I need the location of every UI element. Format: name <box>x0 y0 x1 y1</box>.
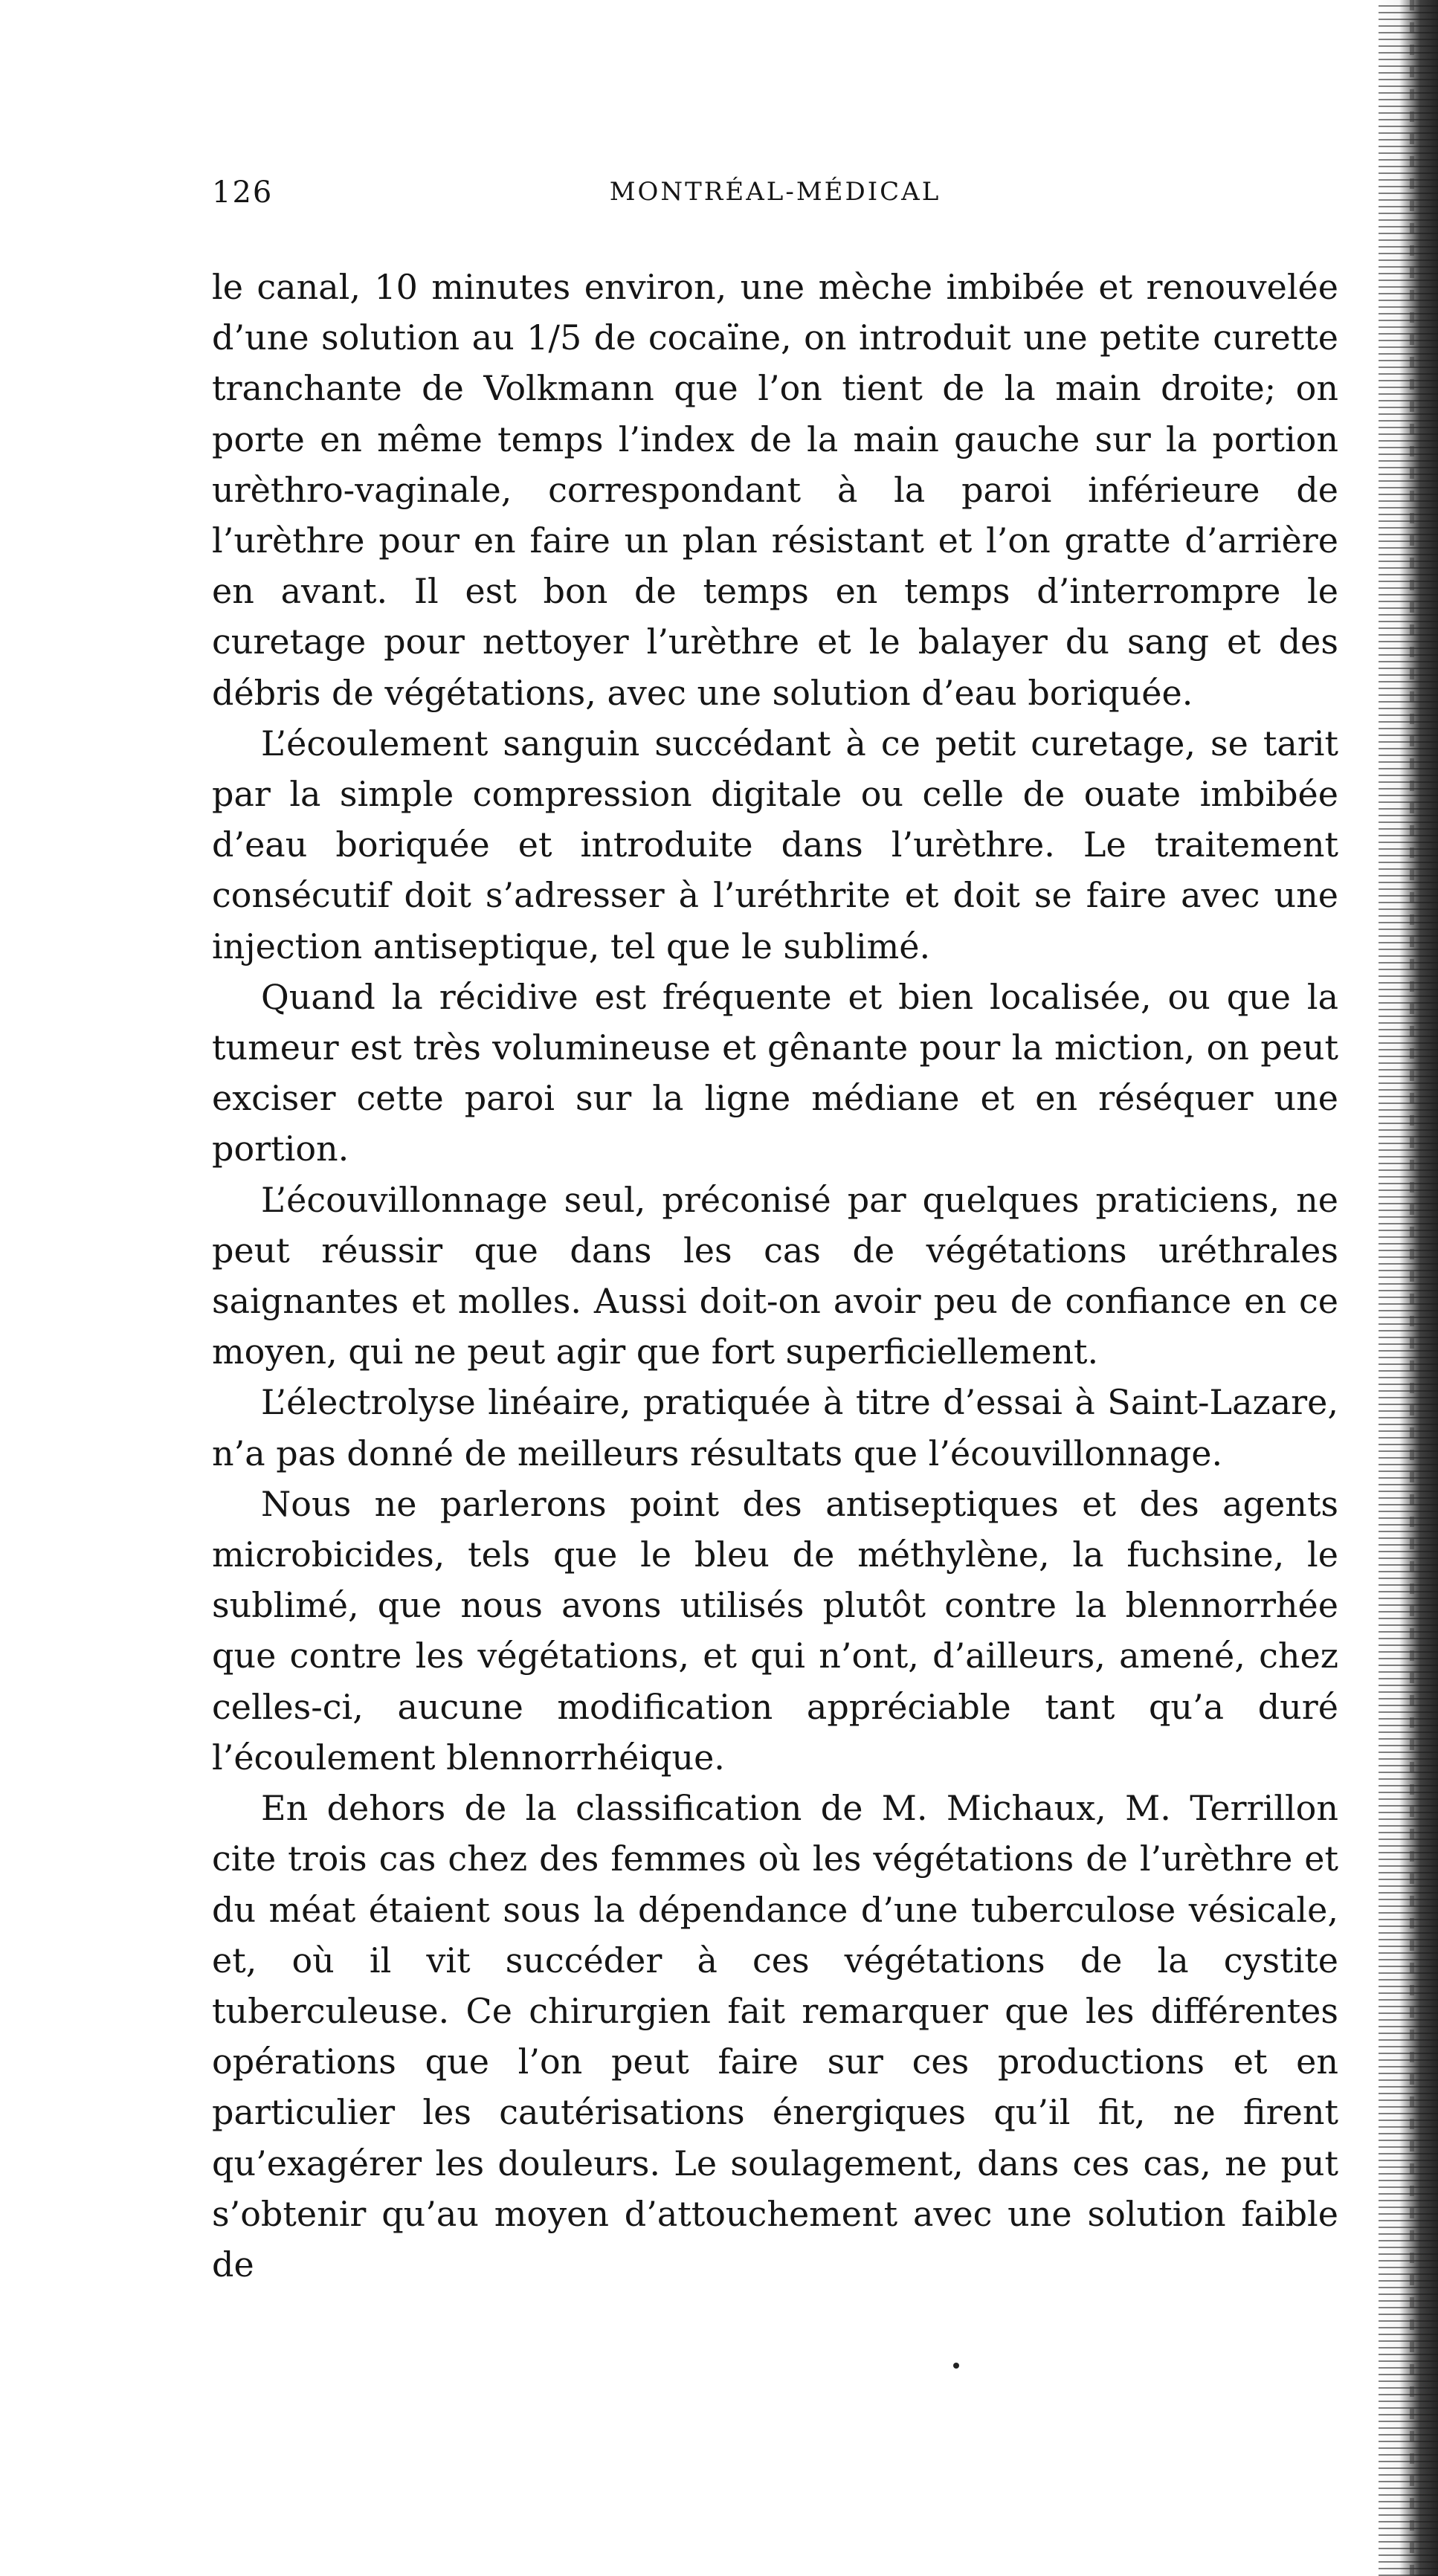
paragraph-terrillon: En dehors de la classification de M. Michaux, M. Terrillon cite trois cas chez des femmes où les végétations de l’urèthre et du méat étaient sous la dépendance d’une tuberculose vésicale, et, où il vit succéder à ces végétations de la cystite tuberculeuse. Ce chirurgien fait remarquer que les différentes opérations que l’on peut faire sur ces productions et en particulier les cautérisations énergiques qu’il fit, ne firent qu’exagérer les douleurs. Le soulagement, dans ces cas, ne put s’obtenir qu’au moyen d’attouchement avec une solution faible de <box>212 1788 1338 2285</box>
paragraph-continuation: le canal, 10 minutes environ, une mèche imbibée et renouvelée d’une solution au 1/5 de cocaïne, on introduit une petite curette tranchante de Volkmann que l’on tient de la main droite; on porte en même temps l’index de la main gauche sur la portion urèthro-vaginale, correspondant à la paroi inférieure de l’urèthre pour en faire un plan résistant et l’on gratte d’arrière en avant. Il est bon de temps en temps d’interrompre le curetage pour nettoyer l’urèthre et le balayer du sang et des débris de végétations, avec une solution d’eau boriquée. <box>212 267 1338 713</box>
page-number: 126 <box>212 175 274 210</box>
paragraph-recidive: Quand la récidive est fréquente et bien localisée, ou que la tumeur est très volumineuse et gênante pour la miction, on peut exciser cette paroi sur la ligne médiane et en réséquer une portion. <box>212 976 1338 1169</box>
paragraph-electrolyse: L’électrolyse linéaire, pratiquée à titre d’essai à Saint-Lazare, n’a pas donné de meilleurs résultats que l’écouvillonnage. <box>212 1382 1338 1473</box>
body-text <box>212 262 1338 2290</box>
page-edge-shadow <box>1379 0 1438 2576</box>
paragraph-antiseptiques: Nous ne parlerons point des antiseptiques et des agents microbicides, tels que le bleu de méthylène, la fuchsine, le sublimé, que nous avons utilisés plutôt contre la blennorrhée que contre les végétations, et qui n’ont, d’ailleurs, amené, chez celles-ci, aucune modification appréciable tant qu’a duré l’écoulement blennorrhéique. <box>212 1483 1338 1778</box>
paragraph-ecouvillonnage: L’écouvillonnage seul, préconisé par quelques praticiens, ne peut réussir que dans les cas de végétations uréthrales saignantes et molles. Aussi doit-on avoir peu de confiance en ce moyen, qui ne peut agir que fort superficiellement. <box>212 1179 1338 1372</box>
journal-title: MONTRÉAL-MÉDICAL <box>609 177 941 207</box>
page-edge-texture <box>1410 0 1414 2576</box>
running-head <box>212 175 1338 220</box>
ink-speck <box>953 2363 959 2369</box>
paragraph-ecoulement: L’écoulement sanguin succédant à ce petit curetage, se tarit par la simple compression digitale ou celle de ouate imbibée d’eau boriquée et introduite dans l’urèthre. Le traitement consécutif doit s’adresser à l’uréthrite et doit se faire avec une injection antiseptique, tel que le sublimé. <box>212 723 1338 966</box>
